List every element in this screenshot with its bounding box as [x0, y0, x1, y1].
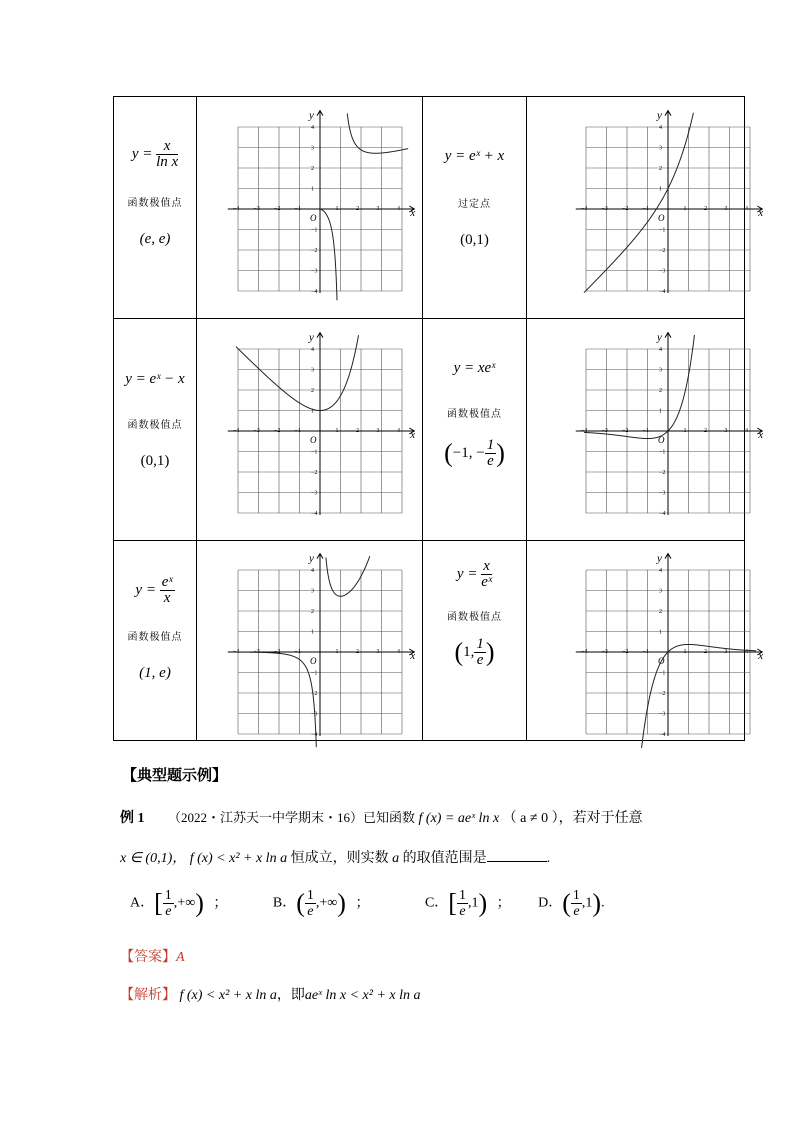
x-tick-label: 4 [745, 206, 748, 212]
formula-num: eˣ [161, 574, 173, 590]
y-tick-label: −3 [311, 490, 318, 497]
y-tick-label: 2 [659, 388, 662, 394]
x-axis-label: x [410, 429, 416, 441]
x-tick-label: 2 [356, 428, 359, 434]
graph-x-exp [560, 323, 764, 535]
function-curve [584, 113, 693, 293]
coordinate-plane [560, 101, 764, 313]
row2-right-info: y = xeˣ 函数极值点 (−1, − $\frac{1}{e}$ ) [423, 359, 526, 469]
x-tick-label: −2 [274, 428, 281, 434]
answer-tag: 【答案】 [120, 950, 176, 965]
row2-left-info [114, 370, 196, 470]
y-tick-label: 3 [659, 367, 662, 374]
y-tick-label: −1 [659, 227, 666, 234]
row1-left-label: 函数极值点 [127, 198, 183, 209]
y-tick-label: 4 [311, 125, 314, 131]
y-tick-label: −2 [659, 470, 666, 476]
x-tick-label: 1 [335, 428, 339, 434]
x-axis-label: x [758, 650, 764, 662]
point-num: 1 [486, 437, 495, 453]
bracket: ) [195, 888, 204, 918]
function-curve [320, 209, 337, 300]
row1-right-label: 过定点 [458, 199, 491, 210]
y-tick-label: −4 [659, 732, 666, 738]
x-tick-label: −2 [274, 649, 281, 655]
y-tick-label: −2 [311, 470, 318, 476]
row3-right-label: 函数极值点 [447, 612, 502, 623]
sep: ； [213, 895, 228, 911]
option-a-label: A． [130, 895, 155, 911]
line2-b: f (x) < x² + x ln a [189, 851, 288, 866]
x-tick-label: −3 [601, 206, 608, 212]
x-tick-label: −2 [274, 206, 281, 212]
y-tick-label: 4 [659, 125, 662, 131]
y-tick-label: 2 [311, 166, 314, 172]
function-curve [236, 335, 359, 410]
row3-left-point: (1, e) [139, 665, 171, 681]
example-line-1 [120, 807, 643, 827]
x-tick-label: −1 [294, 206, 301, 212]
analysis-text1: f (x) < x² + x ln a [179, 988, 277, 1003]
x-tick-label: −4 [581, 428, 588, 434]
y-axis-label: y [309, 552, 314, 565]
example-cond: （ a ≠ 0 ），若对于任意 [502, 811, 643, 826]
example-line-2 [120, 847, 550, 867]
x-tick-label: 4 [397, 649, 400, 655]
origin-label: O [310, 213, 317, 223]
y-tick-label: −2 [311, 691, 318, 697]
line2-e: 的取值范围是 [402, 851, 487, 866]
sep: ； [355, 895, 370, 911]
sep: ； [496, 895, 511, 911]
y-tick-label: 1 [311, 408, 314, 415]
x-tick-label: 2 [356, 206, 359, 212]
section-title: 【典型题示例】 [122, 768, 228, 784]
row3-left-info [114, 575, 196, 682]
point-prefix: −1, − [452, 444, 485, 461]
den: e [165, 904, 172, 919]
x-tick-label: −2 [622, 428, 629, 434]
x-tick-label: 4 [745, 428, 748, 434]
bracket: ( [296, 888, 305, 918]
x-tick-label: 3 [376, 649, 380, 655]
y-axis-label: y [309, 331, 314, 344]
line2-c: 恒成立，则实数 [290, 851, 389, 866]
y-tick-label: −4 [659, 289, 666, 295]
example-func: f (x) = aeˣ ln x [418, 811, 500, 826]
graph-x-over-exp [560, 544, 764, 756]
x-axis-label: x [758, 207, 764, 219]
row1-right-formula: y = eˣ + x [444, 148, 505, 164]
point-prefix: 1, [463, 643, 475, 660]
x-tick-label: −2 [622, 649, 629, 655]
formula-num: x [156, 139, 178, 155]
num: 1 [306, 888, 314, 903]
y-tick-label: −1 [311, 670, 318, 677]
y-tick-label: 2 [311, 388, 314, 394]
rest: ,+∞ [173, 895, 196, 911]
x-tick-label: 2 [356, 649, 359, 655]
x-axis-label: x [410, 207, 416, 219]
origin-label: O [658, 213, 665, 223]
origin-label: O [658, 656, 665, 666]
row2-left-label: 函数极值点 [127, 420, 183, 431]
den: e [459, 904, 466, 919]
y-tick-label: 2 [659, 166, 662, 172]
coordinate-plane [212, 544, 416, 756]
y-tick-label: 1 [659, 408, 662, 415]
y-tick-label: 1 [311, 629, 314, 636]
y-tick-label: −4 [659, 511, 666, 517]
x-tick-label: 3 [724, 649, 728, 655]
num: 1 [164, 888, 172, 903]
den: e [573, 904, 580, 919]
option-c[interactable] [425, 888, 511, 919]
row1-right-point: (0,1) [460, 232, 489, 248]
y-tick-label: 4 [659, 347, 662, 353]
analysis-text3: aeˣ ln x < x² + x ln a [304, 988, 421, 1003]
coordinate-plane [560, 544, 764, 756]
x-tick-label: −1 [294, 649, 301, 655]
analysis-text2: ，即 [276, 988, 305, 1003]
formula-den: x [163, 590, 171, 606]
x-tick-label: 1 [335, 649, 339, 655]
formula-prefix: y = [135, 581, 156, 598]
sep: . [601, 895, 605, 911]
coordinate-plane [212, 323, 416, 535]
x-tick-label: −2 [622, 206, 629, 212]
num: 1 [572, 888, 580, 903]
y-axis-label: y [309, 109, 314, 122]
y-tick-label: −1 [311, 227, 318, 234]
y-tick-label: 2 [659, 609, 662, 615]
x-tick-label: −4 [233, 649, 240, 655]
x-tick-label: −1 [642, 428, 649, 434]
y-tick-label: −4 [311, 732, 318, 738]
y-tick-label: −4 [311, 511, 318, 517]
option-c-label: C． [424, 895, 449, 911]
row2-right-formula: y = xeˣ [453, 360, 496, 376]
coordinate-plane [560, 323, 764, 535]
graph-x-over-lnx [212, 101, 416, 313]
den: e [307, 904, 314, 919]
rest: ,1 [581, 895, 593, 911]
option-d-label: D． [538, 895, 563, 911]
function-table [113, 96, 764, 741]
y-tick-label: −2 [659, 691, 666, 697]
graph-exp-minus-x [212, 323, 416, 535]
x-tick-label: 1 [683, 206, 687, 212]
y-tick-label: 1 [311, 186, 314, 193]
option-a[interactable] [130, 888, 227, 919]
formula-prefix: y = [131, 145, 153, 162]
x-tick-label: −3 [253, 649, 260, 655]
x-tick-label: 2 [704, 206, 707, 212]
function-curve [236, 652, 316, 747]
y-tick-label: −1 [659, 670, 666, 677]
y-tick-label: 3 [311, 588, 314, 595]
y-tick-label: 3 [311, 367, 314, 374]
answer-blank [487, 861, 547, 862]
x-axis-label: x [758, 429, 764, 441]
row2-right-label: 函数极值点 [447, 409, 502, 420]
row2-left-point: (0,1) [140, 453, 170, 469]
formula-prefix: y = [456, 565, 478, 582]
rest: ,1 [467, 895, 479, 911]
bracket: [ [154, 888, 163, 918]
y-axis-label: y [657, 552, 662, 565]
x-tick-label: −3 [253, 428, 260, 434]
y-tick-label: 1 [659, 186, 662, 193]
x-tick-label: 2 [704, 649, 707, 655]
x-tick-label: 3 [724, 428, 728, 434]
x-tick-label: −4 [581, 649, 588, 655]
line2-f: . [546, 851, 551, 866]
row1-left-point: (e, e) [139, 231, 171, 247]
y-tick-label: −3 [311, 711, 318, 718]
point-num: 1 [476, 636, 484, 652]
x-tick-label: 4 [397, 206, 400, 212]
y-tick-label: −3 [659, 268, 666, 275]
x-tick-label: −3 [601, 649, 608, 655]
y-tick-label: 4 [311, 568, 314, 574]
graph-exp-over-x [212, 544, 416, 756]
rest: ,+∞ [315, 895, 338, 911]
x-tick-label: 4 [745, 649, 748, 655]
y-tick-label: 1 [659, 629, 662, 636]
x-tick-label: −1 [294, 428, 301, 434]
bracket: [ [448, 888, 457, 918]
row3-left-label: 函数极值点 [127, 632, 183, 643]
y-tick-label: −4 [311, 289, 318, 295]
x-tick-label: 3 [376, 206, 380, 212]
x-tick-label: 3 [724, 206, 728, 212]
bracket: ( [562, 888, 571, 918]
y-tick-label: −3 [659, 490, 666, 497]
y-tick-label: −2 [311, 248, 318, 254]
analysis-tag: 【解析】 [120, 988, 176, 1003]
y-axis-label: y [657, 331, 662, 344]
origin-label: O [310, 656, 317, 666]
num: 1 [458, 888, 466, 903]
function-curve [584, 335, 694, 439]
formula-den: ln x [156, 154, 179, 170]
y-tick-label: −3 [659, 711, 666, 718]
y-tick-label: −1 [311, 449, 318, 456]
y-tick-label: 2 [311, 609, 314, 615]
x-tick-label: −4 [581, 206, 588, 212]
row1-left-info [114, 139, 196, 248]
y-tick-label: 4 [659, 568, 662, 574]
y-tick-label: −1 [659, 449, 666, 456]
x-tick-label: −4 [233, 206, 240, 212]
x-tick-label: 1 [683, 428, 687, 434]
formula-den: eˣ [481, 574, 493, 590]
x-tick-label: 4 [397, 428, 400, 434]
bracket: ) [337, 888, 346, 918]
option-d[interactable] [538, 888, 604, 919]
graph-exp-plus-x [560, 101, 764, 313]
coordinate-plane [212, 101, 416, 313]
row3-right-info: y = $\frac{x}{\text{eˣ}}$ 函数极值点 (1, $\frac{1}{e}$ ) [423, 559, 526, 668]
option-b[interactable] [273, 888, 370, 919]
row2-left-formula: y = eˣ − x [125, 371, 185, 387]
x-tick-label: −1 [642, 649, 649, 655]
y-tick-label: −2 [659, 248, 666, 254]
y-tick-label: 3 [311, 145, 314, 152]
x-tick-label: −3 [253, 206, 260, 212]
x-tick-label: 1 [683, 649, 687, 655]
formula-num: x [481, 559, 492, 575]
x-tick-label: −1 [642, 206, 649, 212]
point-den: e [487, 453, 494, 469]
line2-d: a [392, 851, 400, 866]
y-tick-label: 3 [659, 588, 662, 595]
answer-line [120, 946, 185, 966]
example-source: （2022・江苏天一中学期末・16）已知函数 [168, 810, 416, 825]
options-row [130, 888, 605, 919]
line2-a: x ∈ (0,1)， [120, 851, 187, 866]
point-den: e [476, 652, 484, 668]
x-tick-label: −4 [233, 428, 240, 434]
y-tick-label: 4 [311, 347, 314, 353]
x-tick-label: 1 [335, 206, 339, 212]
origin-label: O [310, 435, 317, 445]
answer-value: A [176, 950, 185, 965]
bracket: ) [478, 888, 488, 918]
y-tick-label: 3 [659, 145, 662, 152]
x-axis-label: x [410, 650, 416, 662]
x-tick-label: 2 [704, 428, 707, 434]
row1-right-info [423, 147, 526, 249]
bracket: ) [592, 888, 602, 918]
origin-label: O [658, 435, 665, 445]
x-tick-label: −3 [601, 428, 608, 434]
analysis-line [120, 984, 421, 1004]
option-b-label: B． [272, 895, 297, 911]
y-axis-label: y [657, 109, 662, 122]
example-label: 例 1 [120, 811, 145, 826]
y-tick-label: −3 [311, 268, 318, 275]
x-tick-label: 3 [376, 428, 380, 434]
